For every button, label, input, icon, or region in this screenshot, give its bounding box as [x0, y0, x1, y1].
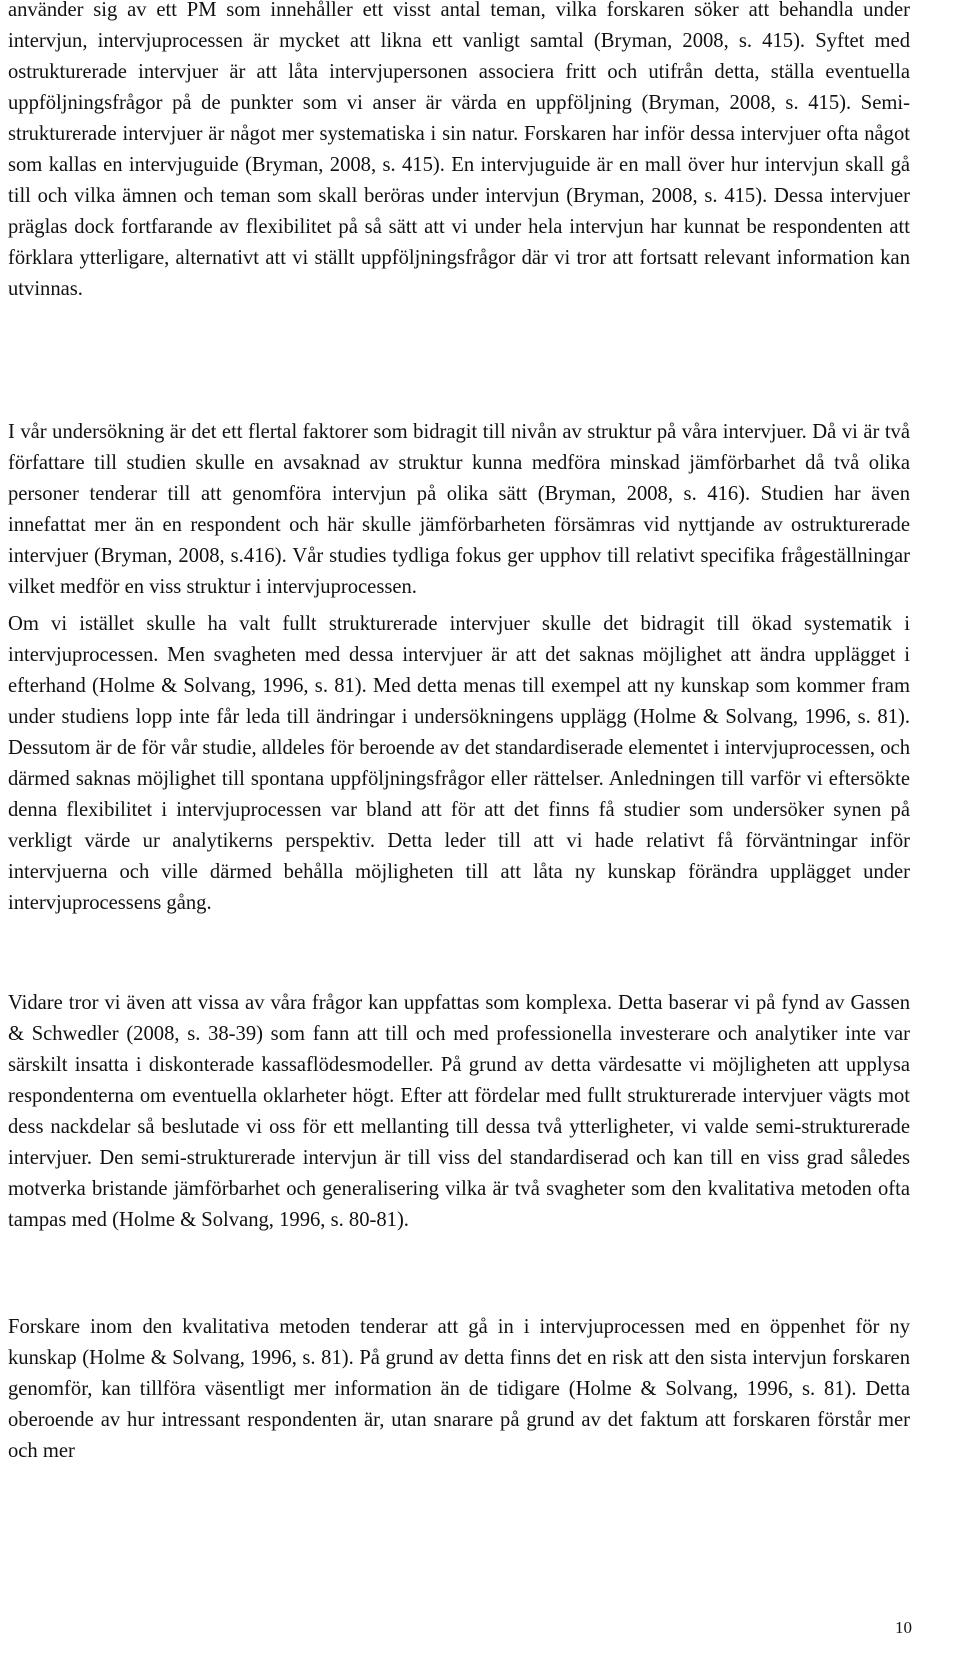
paragraph-qualitative-openness: Forskare inom den kvalitativa metoden tenderar att gå in i intervjuprocessen med en öppenhet för ny kunskap (Holme & Solvang, 1996, s. 81). På grund av detta finns det en risk att den sista intervjun forskaren genomför, kan tillföra väsentligt mer information än de tidigare (Holme & Solvang, 1996, s. 81). Detta oberoende av hur intressant respondenten är, utan snarare på grund av det faktum att forskaren förstår mer och mer — [8, 1316, 910, 1462]
paragraph-structured-interviews: Om vi istället skulle ha valt fullt strukturerade intervjuer skulle det bidragit till ökad systematik i intervjuprocessen. Men svagheten med dessa intervjuer är att det saknas möjlighet att ändra upplägget i efterhand (Holme & Solvang, 1996, s. 81). Med detta menas till exempel att ny kunskap som kommer fram under studiens lopp inte får leda till ändringar i undersökningens upplägg (Holme & Solvang, 1996, s. 81). Dessutom är de för vår studie, alldeles för beroende av det standardiserade elementet i intervjuprocessen, och därmed saknas möjlighet till spontana uppföljningsfrågor eller rättelser. Anledningen till varför vi eftersökte denna flexibilitet i intervjuprocessen var bland att för att det finns få studier som undersöker synen på verkligt värde ur analytikerns perspektiv. Detta leder till att vi hade relativt få förväntningar inför intervjuerna och ville därmed behålla möjligheten till att låta ny kunskap förändra upplägget under intervjuprocessens gång. — [8, 613, 910, 914]
paragraph-structure-factors: I vår undersökning är det ett flertal faktorer som bidragit till nivån av struktur på våra intervjuer. Då vi är två författare till studien skulle en avsaknad av struktur kunna medföra minskad jämförbarhet då två olika personer tenderar till att genomföra intervjun på olika sätt (Bryman, 2008, s. 416). Studien har även innefattat mer än en respondent och här skulle jämförbarheten försämras vid nyttjande av ostrukturerade intervjuer (Bryman, 2008, s.416). Vår studies tydliga fokus ger upphov till relativt specifika frågeställningar vilket medför en viss struktur i intervjuprocessen. — [8, 421, 910, 598]
paragraph-complex-questions: Vidare tror vi även att vissa av våra frågor kan uppfattas som komplexa. Detta baserar vi på fynd av Gassen & Schwedler (2008, s. 38-39) som fann att till och med professionella investerare och analytiker inte var särskilt insatta i diskonterade kassaflödesmodeller. På grund av detta värdesatte vi möjligheten att upplysa respondenterna om eventuella oklarheter högt. Efter att fördelar med fullt strukturerade intervjuer vägts mot dess nackdelar så beslutade vi oss för ett mellanting till dessa två ytterligheter, vi valde semi-strukturerade intervjuer. Den semi-strukturerade intervjun är till viss del standardiserad och kan till en viss grad således motverka bristande jämförbarhet och generalisering vilka är två svagheter som den kvalitativa metoden ofta tampas med (Holme & Solvang, 1996, s. 80-81). — [8, 992, 910, 1231]
paragraph-interview-types: använder sig av ett PM som innehåller ett visst antal teman, vilka forskaren söker att behandla under intervjun, intervjuprocessen är mycket att likna ett vanligt samtal (Bryman, 2008, s. 415). Syftet med ostrukturerade intervjuer är att låta intervjupersonen associera fritt och utifrån detta, ställa eventuella uppföljningsfrågor på de punkter som vi anser är värda en uppföljning (Bryman, 2008, s. 415). Semi-strukturerade intervjuer är något mer systematiska i sin natur. Forskaren har inför dessa intervjuer ofta något som kallas en intervjuguide (Bryman, 2008, s. 415). En intervjuguide är en mall över hur intervjun skall gå till och vilka ämnen och teman som skall beröras under intervjun (Bryman, 2008, s. 415). Dessa intervjuer präglas dock fortfarande av flexibilitet på så sätt att vi under hela intervjun har kunnat be respondenten att förklara ytterligare, alternativt att vi ställt uppföljningsfrågor där vi tror att fortsatt relevant information kan utvinnas. — [8, 0, 910, 300]
page-number: 10 — [895, 1618, 912, 1637]
